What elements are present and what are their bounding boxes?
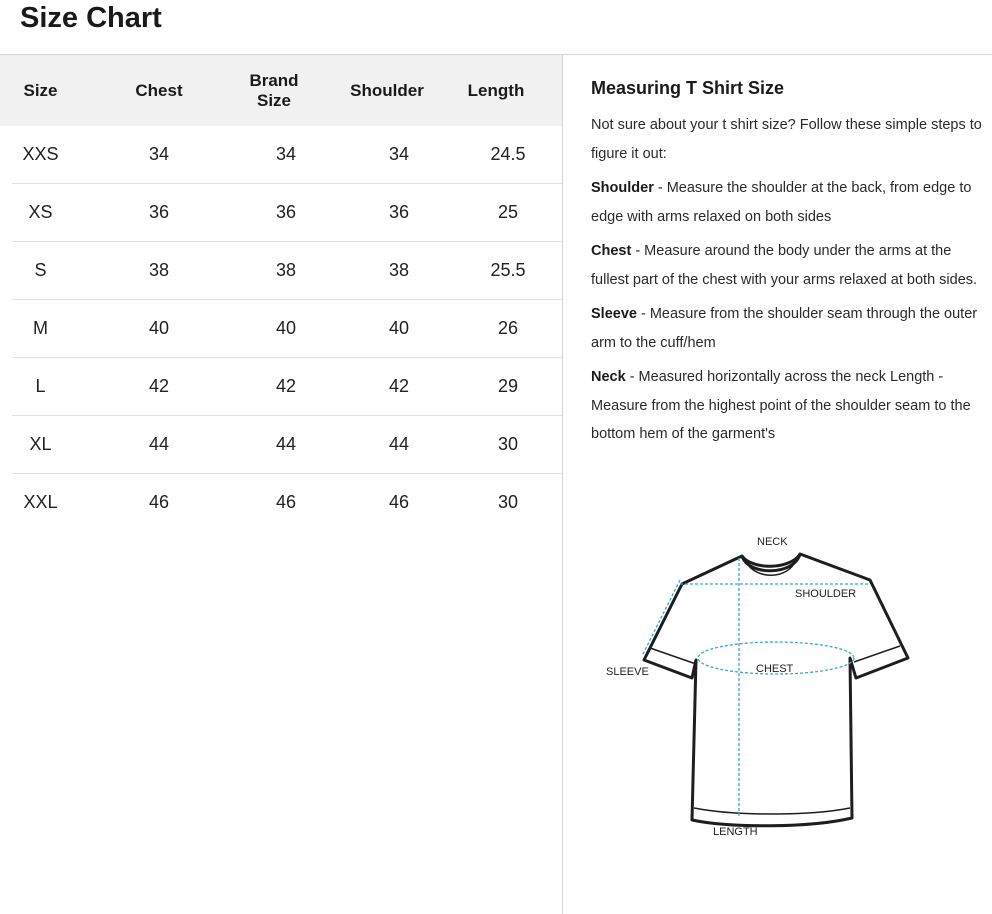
table-row [12, 416, 562, 474]
cell-chest: 36 [148, 202, 170, 222]
label-neck: NECK [757, 536, 788, 548]
guide-heading: Measuring T Shirt Size [591, 78, 785, 98]
cell-size: XS [28, 202, 53, 222]
label-length: LENGTH [713, 826, 758, 838]
table-row [12, 126, 562, 184]
guide-text: - Measure from the shoulder seam through the outer arm to the cuff/hem [591, 306, 978, 351]
cell-length: 29 [497, 376, 519, 396]
table-row [12, 242, 562, 300]
cell-brand-size: 46 [275, 492, 297, 512]
header-shoulder: Shoulder [350, 80, 424, 100]
guide-item-shoulder [591, 174, 983, 231]
cell-length: 30 [497, 492, 519, 512]
header-length: Length [467, 80, 525, 100]
table-row [12, 300, 562, 358]
label-chest: CHEST [756, 663, 794, 675]
cell-size: XXL [23, 492, 58, 512]
measuring-guide [591, 78, 983, 455]
cell-brand-size: 40 [275, 318, 297, 338]
header-size: Size [23, 80, 58, 100]
cell-shoulder: 36 [388, 202, 410, 222]
cell-size: XL [29, 434, 52, 454]
guide-item-chest [591, 237, 983, 294]
cell-shoulder: 44 [388, 434, 410, 454]
cell-length: 26 [497, 318, 519, 338]
table-row [12, 358, 562, 416]
header-brand-size: Brand Size [249, 70, 299, 110]
cell-size: XXS [22, 144, 59, 164]
cell-brand-size: 42 [275, 376, 297, 396]
cell-length: 24.5 [490, 144, 526, 164]
page-title: Size Chart [20, 2, 162, 34]
cell-shoulder: 46 [388, 492, 410, 512]
tshirt-measurement-diagram [600, 528, 920, 848]
guide-text: - Measured horizontally across the neck Length - Measure from the highest point of the shoulder seam to the bottom hem of the garment's [591, 369, 971, 442]
guide-item-neck [591, 363, 983, 449]
cell-size: S [34, 260, 47, 280]
cell-chest: 42 [148, 376, 170, 396]
cell-length: 25 [497, 202, 519, 222]
cell-brand-size: 38 [275, 260, 297, 280]
guide-item-sleeve [591, 300, 983, 357]
cell-shoulder: 38 [388, 260, 410, 280]
cell-chest: 38 [148, 260, 170, 280]
guide-term: Chest [591, 243, 632, 259]
guide-term: Neck [591, 369, 626, 385]
size-table [0, 55, 562, 531]
label-sleeve: SLEEVE [606, 666, 649, 678]
tshirt-outline [644, 554, 908, 826]
cell-brand-size: 34 [275, 144, 297, 164]
cell-shoulder: 40 [388, 318, 410, 338]
cell-length: 25.5 [490, 260, 526, 280]
table-row [12, 474, 562, 531]
cell-chest: 46 [148, 492, 170, 512]
guide-text: - Measure the shoulder at the back, from edge to edge with arms relaxed on both sides [591, 180, 972, 225]
cell-shoulder: 34 [388, 144, 410, 164]
cell-shoulder: 42 [388, 376, 410, 396]
cell-length: 30 [497, 434, 519, 454]
column-divider [562, 55, 563, 914]
guide-text: - Measure around the body under the arms at the fullest part of the chest with your arms relaxed at both sides. [591, 243, 978, 288]
guide-term: Sleeve [591, 306, 637, 322]
cell-chest: 34 [148, 144, 170, 164]
cell-chest: 40 [148, 318, 170, 338]
cell-size: M [33, 318, 48, 338]
cell-chest: 44 [148, 434, 170, 454]
header-chest: Chest [135, 80, 183, 100]
table-header-row [0, 55, 562, 126]
cell-brand-size: 36 [275, 202, 297, 222]
guide-term: Shoulder [591, 180, 654, 196]
label-shoulder: SHOULDER [795, 588, 857, 600]
cell-brand-size: 44 [275, 434, 297, 454]
cell-size: L [35, 376, 46, 396]
guide-intro: Not sure about your t shirt size? Follow these simple steps to figure it out: [591, 117, 982, 162]
table-row [12, 184, 562, 242]
